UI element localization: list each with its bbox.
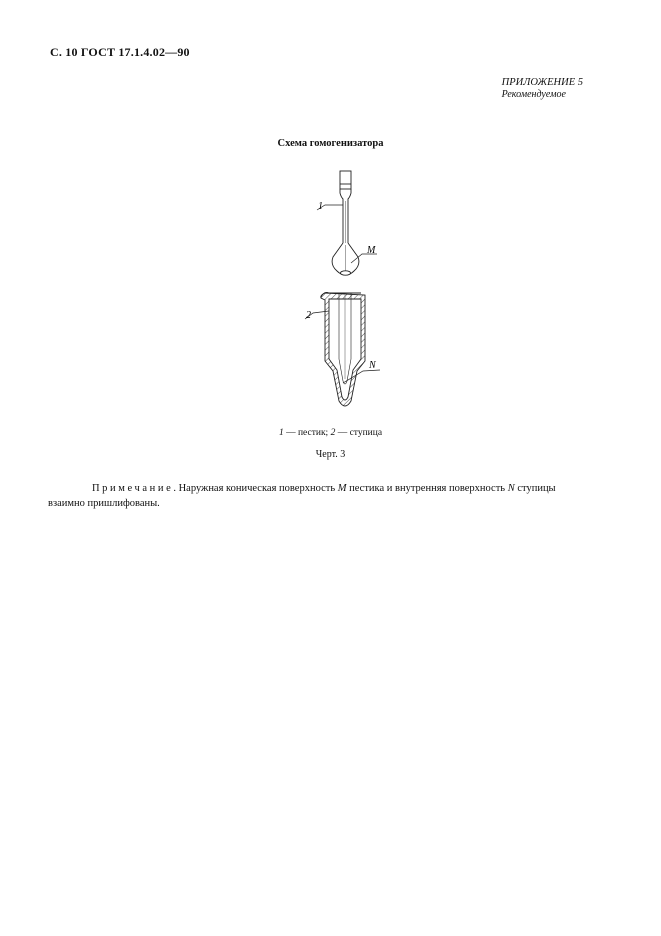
label-pestle-number: 1 — [318, 201, 323, 212]
note-surface-m: M — [337, 483, 347, 494]
note-surface-n: N — [507, 483, 515, 494]
legend-num-2: 2 — [330, 428, 336, 438]
legend-text-1: — пестик; — [283, 428, 331, 438]
note-paragraph — [48, 481, 602, 511]
figure-legend — [0, 428, 661, 438]
legend-text-2: — ступица — [335, 428, 383, 438]
note-lead: Примечание — [92, 483, 174, 494]
note-part-2: пестика и внутренняя поверхность — [346, 483, 508, 494]
label-surface-n: N — [369, 360, 376, 371]
note-part-1: . Наружная коническая поверхность — [173, 483, 338, 494]
appendix-block — [502, 77, 583, 101]
label-surface-m: M — [367, 245, 376, 256]
appendix-subtitle: Рекомендуемое — [501, 89, 566, 100]
legend-num-1: 1 — [278, 428, 284, 438]
label-mortar-number: 2 — [306, 310, 311, 321]
figure-caption: Черт. 3 — [315, 449, 346, 460]
page-header: С. 10 ГОСТ 17.1.4.02—90 — [50, 45, 190, 59]
scheme-title: Схема гомогенизатора — [277, 138, 384, 149]
mortar — [321, 293, 365, 407]
appendix-title: ПРИЛОЖЕНИЕ 5 — [501, 77, 583, 88]
homogenizer-drawing — [295, 165, 395, 420]
note-part-3: ступицы — [514, 483, 556, 494]
note-part-4: взаимно пришлифованы. — [48, 498, 160, 509]
